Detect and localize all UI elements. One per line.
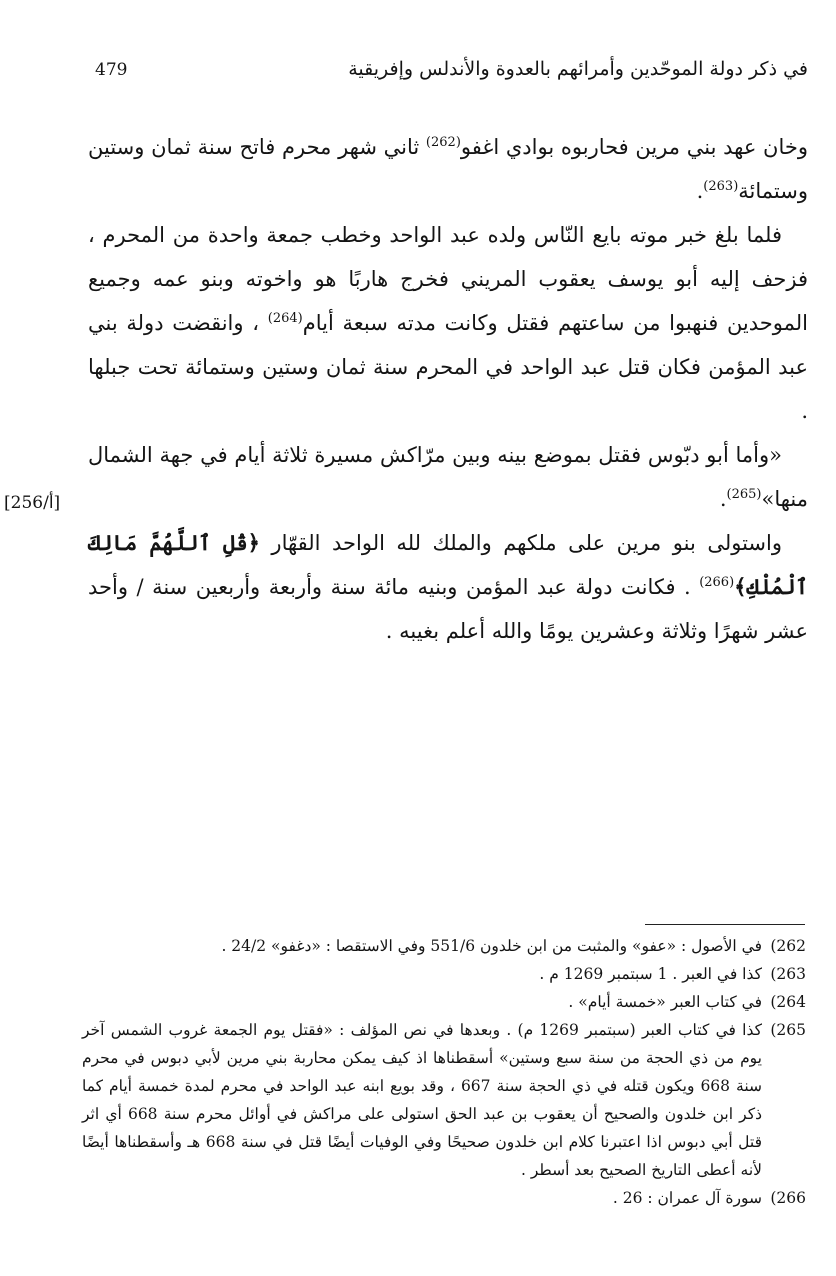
footnote-266 [82, 1184, 806, 1212]
footnote-263 [82, 960, 806, 988]
paragraph-2 [88, 213, 808, 433]
footnote-262 [82, 932, 806, 960]
paragraph-text: . فكانت دولة عبد المؤمن وبنيه مائة سنة وأربعة وأربعين سنة / وأحد عشر شهرًا وثلاثة وعشرين يومًا والله أعلم بغيبه . [88, 575, 808, 643]
paragraph-4 [88, 521, 808, 653]
footnote-number: 266) [770, 1189, 806, 1207]
footnotes [82, 932, 806, 1212]
quran-quote: ﴿قُلِ ٱللَّهُمَّ مَالِكَ ٱلْمُلْكِ﴾ [88, 530, 808, 599]
footnote-divider [645, 924, 805, 925]
footnote-text: سورة آل عمران : 26 . [612, 1189, 762, 1207]
paragraph-text: ، وانقضت دولة بني عبد المؤمن فكان قتل عبد الواحد في المحرم سنة ثمان وستين وستمائة تحت جبلها . [88, 311, 808, 423]
running-title: في ذكر دولة الموحّدين وأمرائهم بالعدوة والأندلس وإفريقية [348, 58, 808, 80]
main-text [88, 125, 808, 653]
footnote-number: 262) [770, 937, 806, 955]
footnote-264 [82, 988, 806, 1016]
footnote-number: 264) [770, 993, 806, 1011]
footnote-ref-265[interactable]: (265) [726, 487, 762, 502]
paragraph-text: «وأما أبو دبّوس فقتل بموضع بينه وبين مرّاكش مسيرة ثلاثة أيام في جهة الشمال منها» [88, 443, 808, 511]
paragraph-text: واستولى بنو مرين على ملكهم والملك لله الواحد القهّار [259, 531, 782, 555]
footnote-ref-263[interactable]: (263) [703, 179, 739, 194]
paragraph-text: . [719, 487, 727, 511]
footnote-ref-266[interactable]: (266) [699, 575, 735, 590]
footnote-text: في الأصول : «عفو» والمثبت من ابن خلدون 551/6 وفي الاستقصا : «دغفو» 24/2 . [221, 937, 762, 955]
footnote-text: كذا في كتاب العبر (سبتمبر 1269 م) . وبعدها في نص المؤلف : «فقتل يوم الجمعة غروب الشمس آخر يوم من ذي الحجة من سنة سبع وستين» أسقطناها اذ كيف يمكن محاربة بني مرين لأبي دبوس في محرم سنة 668 ويكون قتله في ذي الحجة سنة 667 ، وقد بويع ابنه عبد الواحد في محرم لمدة خمسة أيام كما ذكر ابن خلدون والصحيح أن يعقوب بن عبد الحق استولى على مراكش في أوائل محرم سنة 668 أي اثر قتل أبي دبوس اذا اعتبرنا كلام ابن خلدون صحيحًا وفي الوفيات أيضًا قتل في سنة 668 هـ وأسقطناها أيضًا لأنه أعطى التاريخ الصحيح بعد أسطر . [82, 1021, 762, 1179]
paragraph-3 [88, 433, 808, 521]
page-number: 479 [95, 60, 128, 80]
paragraph-text: . [696, 179, 704, 203]
footnote-number: 265) [770, 1021, 806, 1039]
footnote-text: في كتاب العبر «خمسة أيام» . [568, 993, 762, 1011]
footnote-text: كذا في العبر . 1 سبتمبر 1269 م . [539, 965, 762, 983]
paragraph-text: وخان عهد بني مرين فحاربوه بوادي اغفو [460, 135, 808, 159]
paragraph-1 [88, 125, 808, 213]
paragraph-text: ثاني شهر محرم فاتح سنة ثمان وستين وستمائة [88, 135, 808, 203]
footnote-ref-262[interactable]: (262) [425, 135, 461, 150]
footnote-265 [82, 1016, 806, 1184]
footnote-ref-264[interactable]: (264) [267, 311, 303, 326]
manuscript-folio-note: [256/أ] [4, 493, 61, 513]
paragraph-text: فلما بلغ خبر موته بايع النّاس ولده عبد الواحد وخطب جمعة واحدة من المحرم ، فزحف إليه أبو يوسف يعقوب المريني فخرج هاربًا هو واخوته وبنو عمه وجميع الموحدين فنهبوا من ساعتهم فقتل وكانت مدته سبعة أيام [88, 223, 809, 335]
footnote-number: 263) [770, 965, 806, 983]
